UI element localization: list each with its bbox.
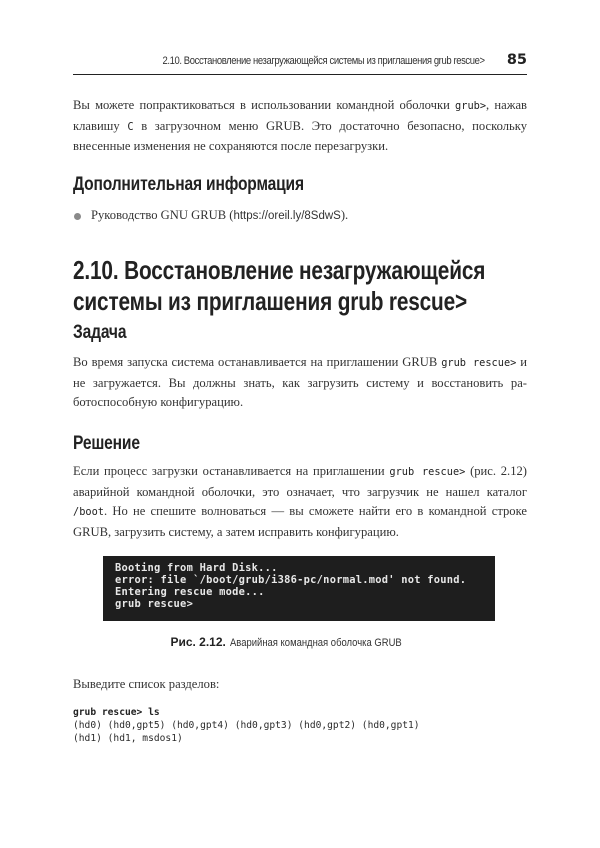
grub-manual-link[interactable]: https://oreil.ly/8SdwS [233,210,341,222]
task-text-1: Во время запуска система останавливается на приглашении GRUB [73,355,442,369]
list-partitions-paragraph: Выведите список разделов: [73,677,220,691]
page-number: 85 [506,52,527,68]
figure-caption-label: Рис. 2.12. [170,635,226,649]
bullet-icon [74,213,81,220]
code-line-output: (hd1) (hd1, msdos1) [73,733,183,745]
terminal-line: Entering rescue mode... [115,586,265,598]
list-item-suffix: ). [340,208,349,222]
solution-heading: Решение [73,433,140,454]
figure-caption [73,633,527,651]
task-paragraph [73,353,527,413]
inline-code-key-c: C [127,120,134,133]
code-block [73,706,420,746]
running-header-title: 2.10. Восстановление незагружающейся системы из приглашения grub rescue> [162,55,485,67]
terminal-line: grub rescue> [115,598,194,610]
task-text-2: и не загружается. Вы должны знать, как загрузить систему и восстановить работоспособную конфигурацию. [73,355,527,409]
solution-paragraph [73,462,527,542]
more-info-heading: Дополнительная информация [73,174,304,195]
chapter-heading: 2.10. Восстановление незагружающейся системы из приглашения grub rescue> [73,255,486,316]
inline-code-grub-rescue: grub rescue> [389,466,466,478]
inline-code-grub-prompt: grub> [455,100,487,112]
intro-text-1: Вы можете попрактиковаться в использовании командной оболочки [73,98,456,112]
solution-text-2: (рис. 2.12) аварийной командной оболочки, это означает, что загрузчик не нашел каталог [73,464,527,499]
figure-caption-text: Аварийная командная оболочка GRUB [229,637,402,649]
solution-text-1: Если процесс загрузки останавливается на приглашении [73,464,390,478]
list-item-text: Руководство GNU GRUB ( [91,208,234,222]
code-line-command: grub rescue> ls [73,707,160,718]
solution-text-3: . Но не спешите волноваться — вы сможете найти его в командной строке GRUB, загрузить систему, а затем исправить конфигурацию. [73,504,527,539]
grub-rescue-terminal-figure [103,556,495,621]
running-header [73,52,527,75]
intro-paragraph [73,96,527,157]
more-info-list [73,206,527,227]
inline-code-boot-dir: /boot [73,506,104,518]
inline-code-grub-rescue: grub rescue> [441,357,517,369]
code-line-output: (hd0) (hd0,gpt5) (hd0,gpt4) (hd0,gpt3) (hd0,gpt2) (hd0,gpt1) [73,720,420,732]
list-item [73,206,527,227]
task-heading: Задача [73,322,127,343]
intro-text-2: , нажав клавишу [73,98,527,133]
intro-text-3: в загрузочном меню GRUB. Это достаточно безопасно, поскольку внесенные изменения не сохраняются после перезагрузки. [73,118,527,153]
terminal-line: error: file `/boot/grub/i386-pc/normal.mod' not found. [115,574,467,586]
terminal-line: Booting from Hard Disk... [115,562,278,574]
